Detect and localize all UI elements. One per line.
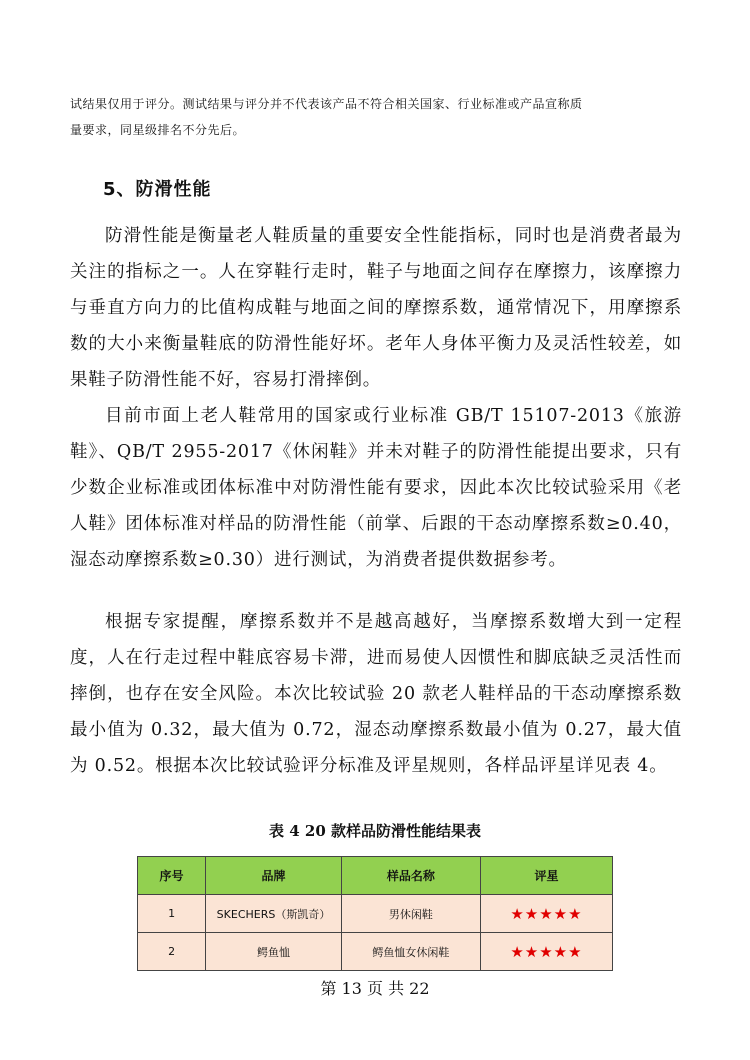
results-table: [137, 856, 613, 971]
paragraph-2: 目前市面上老人鞋常用的国家或行业标准 GB/T 15107-2013《旅游鞋》、QB/T 2955-2017《休闲鞋》并未对鞋子的防滑性能提出要求，只有少数企业标准或团体标准中对防滑性能有要求，因此本次比较试验采用《老人鞋》团体标准对样品的防滑性能（前掌、后跟的干态动摩擦系数≥0.40，湿态动摩擦系数≥0.30）进行测试，为消费者提供数据参考。: [70, 406, 682, 570]
header-no: 序号: [138, 857, 206, 895]
continuation-line-2: 量要求，同星级排名不分先后。: [70, 123, 246, 137]
cell-no: 2: [138, 933, 206, 971]
cell-brand: 鳄鱼恤: [206, 933, 342, 971]
continuation-line-1: 试结果仅用于评分。测试结果与评分并不代表该产品不符合相关国家、行业标准或产品宣称质: [70, 97, 583, 111]
cell-brand: SKECHERS（斯凯奇）: [206, 895, 342, 933]
table-row: [138, 933, 613, 971]
table-header-row: [138, 857, 613, 895]
header-brand: 品牌: [206, 857, 342, 895]
table-row: [138, 895, 613, 933]
header-rating: 评星: [480, 857, 612, 895]
cell-star-rating: ★★★★★: [480, 895, 612, 933]
header-sample-name: 样品名称: [341, 857, 480, 895]
cell-no: 1: [138, 895, 206, 933]
cell-sample-name: 男休闲鞋: [341, 895, 480, 933]
cell-sample-name: 鳄鱼恤女休闲鞋: [341, 933, 480, 971]
section-heading: 5、防滑性能: [103, 179, 212, 200]
page-footer: 第 13 页 共 22: [320, 979, 430, 998]
table-caption: 表 4 20 款样品防滑性能结果表: [269, 822, 481, 840]
paragraph-1: 防滑性能是衡量老人鞋质量的重要安全性能指标，同时也是消费者最为关注的指标之一。人在穿鞋行走时，鞋子与地面之间存在摩擦力，该摩擦力与垂直方向力的比值构成鞋与地面之间的摩擦系数，通常情况下，用摩擦系数的大小来衡量鞋底的防滑性能好坏。老年人身体平衡力及灵活性较差，如果鞋子防滑性能不好，容易打滑摔倒。: [70, 226, 682, 390]
paragraph-3: 根据专家提醒，摩擦系数并不是越高越好，当摩擦系数增大到一定程度，人在行走过程中鞋底容易卡滞，进而易使人因惯性和脚底缺乏灵活性而摔倒，也存在安全风险。本次比较试验 20 款老人鞋样品的干态动摩擦系数最小值为 0.32，最大值为 0.72，湿态动摩擦系数最小值为 0.27，最大值为 0.52。根据本次比较试验评分标准及评星规则，各样品评星详见表 4。: [70, 612, 682, 776]
cell-star-rating: ★★★★★: [480, 933, 612, 971]
